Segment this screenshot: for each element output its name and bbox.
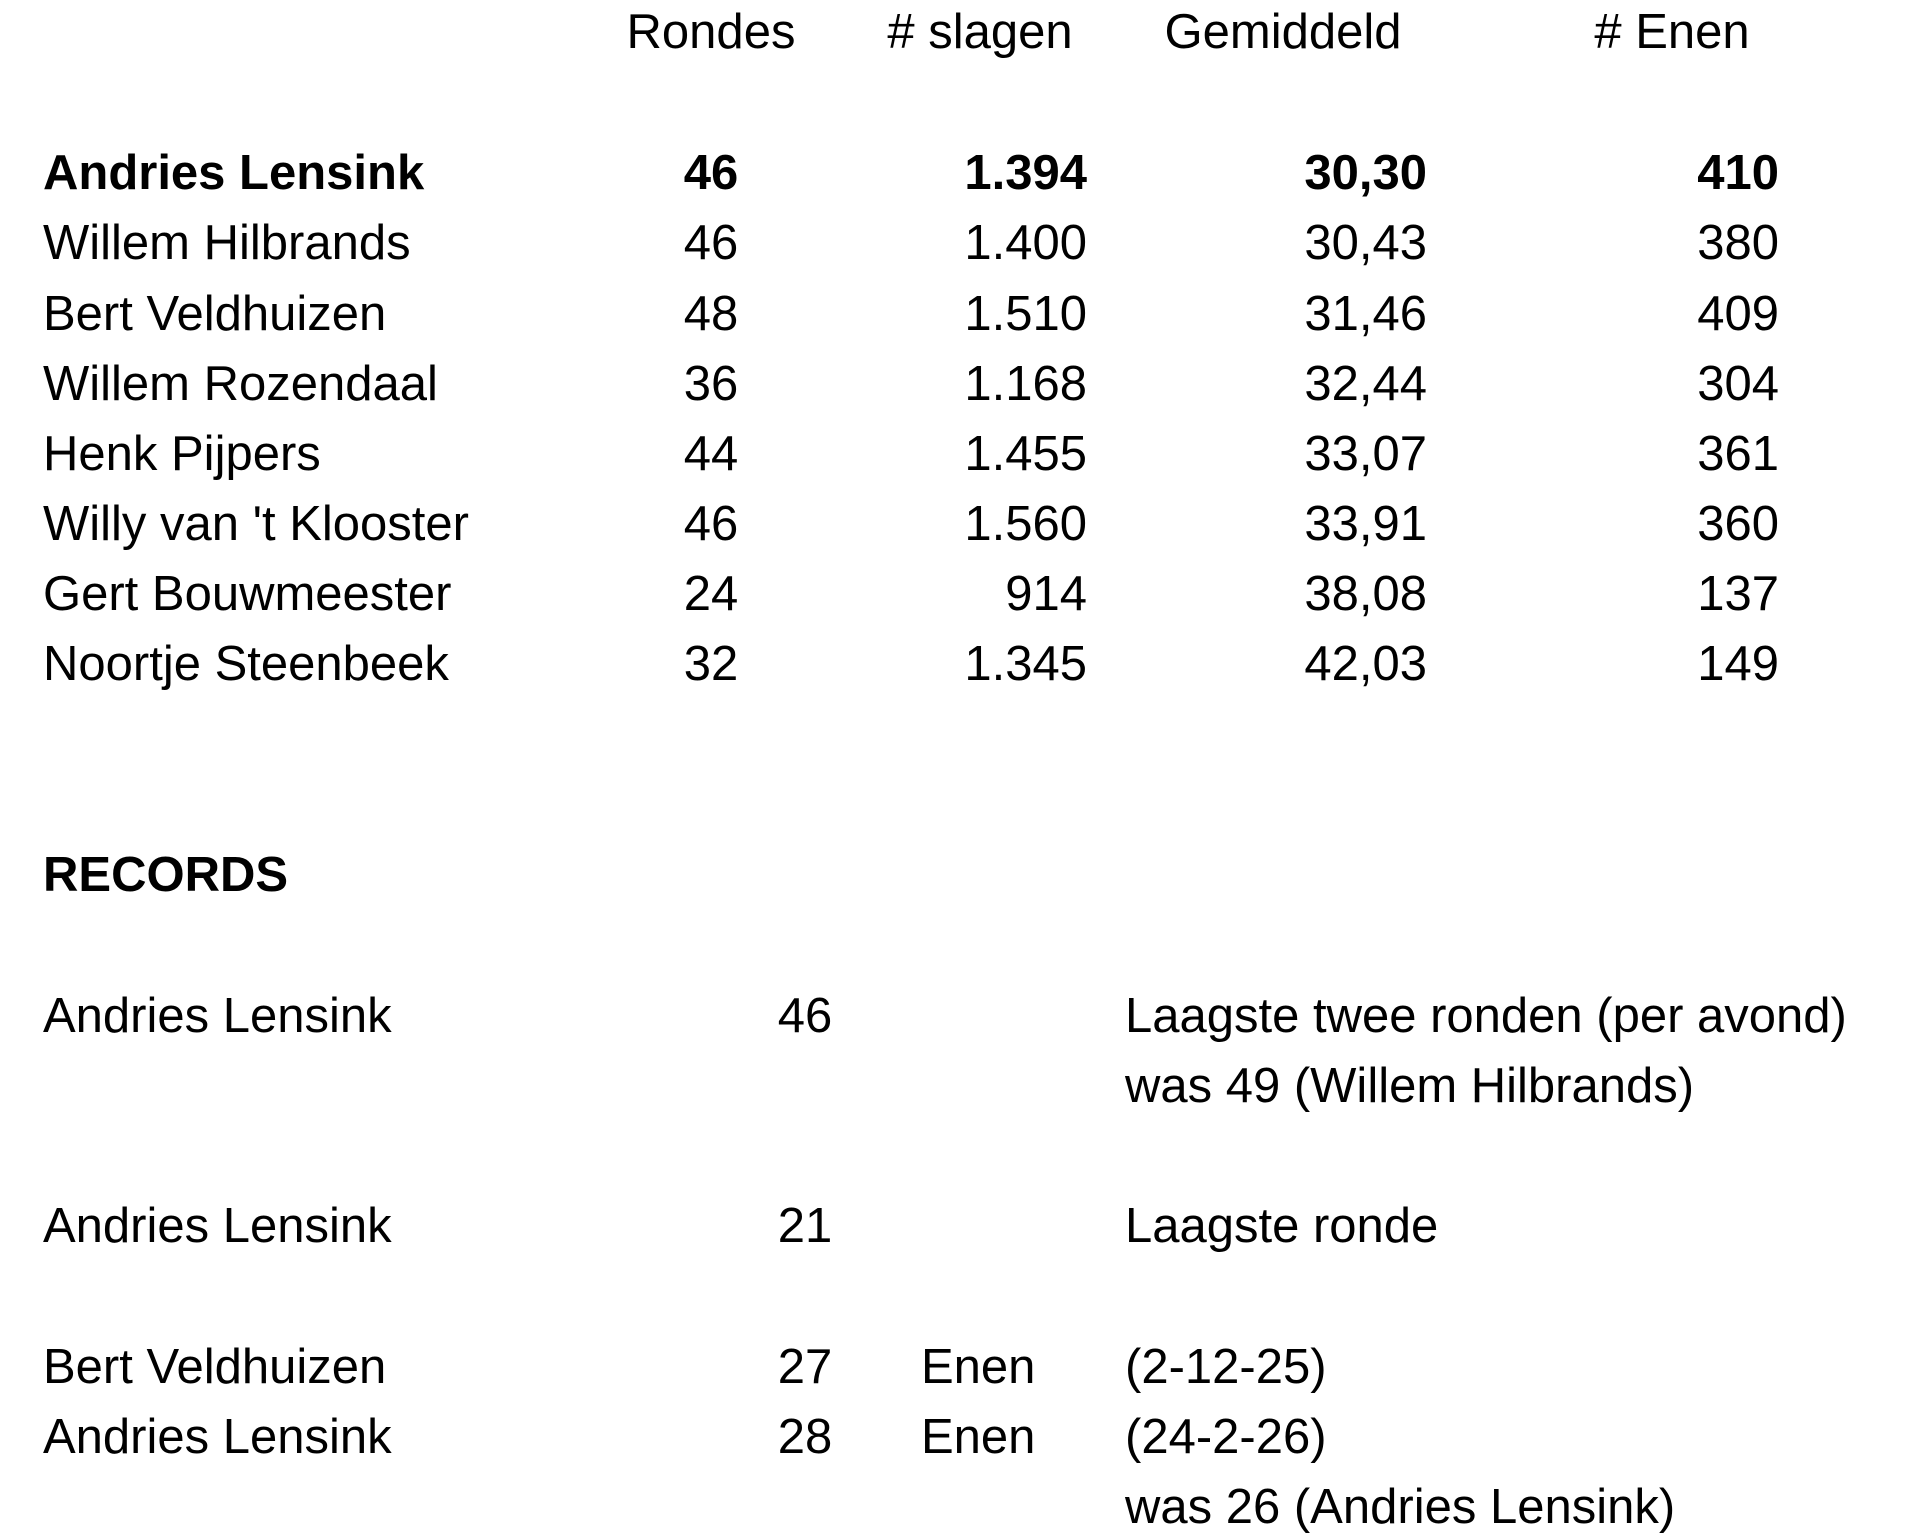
standings-name: Gert Bouwmeester <box>43 567 452 621</box>
standings-enen: 149 <box>1697 637 1779 691</box>
standings-enen: 361 <box>1697 427 1779 481</box>
standings-name: Andries Lensink <box>43 146 425 200</box>
record-name: Bert Veldhuizen <box>43 1340 387 1394</box>
standings-name: Willy van 't Klooster <box>43 497 469 551</box>
standings-enen: 360 <box>1697 497 1779 551</box>
record-description: Laagste twee ronden (per avond) <box>1125 989 1847 1043</box>
standings-gemiddeld: 33,91 <box>1304 497 1427 551</box>
records-title: RECORDS <box>43 848 289 902</box>
standings-slagen: 1.510 <box>964 287 1087 341</box>
standings-slagen: 1.560 <box>964 497 1087 551</box>
standings-rondes: 24 <box>683 567 739 621</box>
standings-enen: 304 <box>1697 357 1779 411</box>
record-value: 27 <box>777 1340 833 1394</box>
standings-gemiddeld: 38,08 <box>1304 567 1427 621</box>
record-name: Andries Lensink <box>43 1199 392 1253</box>
standings-gemiddeld: 32,44 <box>1304 357 1427 411</box>
header-gemiddeld: Gemiddeld <box>1164 5 1402 59</box>
standings-rondes: 46 <box>683 146 739 200</box>
record-previous: was 49 (Willem Hilbrands) <box>1125 1059 1695 1113</box>
header-enen: # Enen <box>1594 5 1750 59</box>
record-name: Andries Lensink <box>43 1410 392 1464</box>
record-value: 46 <box>777 989 833 1043</box>
header-rondes: Rondes <box>626 5 796 59</box>
standings-rondes: 48 <box>683 287 739 341</box>
standings-name: Noortje Steenbeek <box>43 637 449 691</box>
record-type: Enen <box>921 1410 1036 1464</box>
standings-gemiddeld: 31,46 <box>1304 287 1427 341</box>
standings-enen: 137 <box>1697 567 1779 621</box>
standings-name: Willem Hilbrands <box>43 216 411 270</box>
record-description: (24-2-26) <box>1125 1410 1327 1464</box>
record-value: 21 <box>777 1199 833 1253</box>
standings-enen: 410 <box>1697 146 1779 200</box>
record-type: Enen <box>921 1340 1036 1394</box>
record-description: (2-12-25) <box>1125 1340 1327 1394</box>
standings-gemiddeld: 33,07 <box>1304 427 1427 481</box>
record-description: Laagste ronde <box>1125 1199 1439 1253</box>
record-value: 28 <box>777 1410 833 1464</box>
standings-rondes: 44 <box>683 427 739 481</box>
standings-enen: 409 <box>1697 287 1779 341</box>
standings-gemiddeld: 42,03 <box>1304 637 1427 691</box>
standings-rondes: 32 <box>683 637 739 691</box>
standings-gemiddeld: 30,43 <box>1304 216 1427 270</box>
header-slagen: # slagen <box>887 5 1073 59</box>
standings-slagen: 1.394 <box>964 146 1087 200</box>
standings-slagen: 1.345 <box>964 637 1087 691</box>
standings-name: Henk Pijpers <box>43 427 321 481</box>
standings-slagen: 1.400 <box>964 216 1087 270</box>
standings-rondes: 36 <box>683 357 739 411</box>
standings-rondes: 46 <box>683 497 739 551</box>
standings-slagen: 1.168 <box>964 357 1087 411</box>
standings-gemiddeld: 30,30 <box>1304 146 1427 200</box>
standings-enen: 380 <box>1697 216 1779 270</box>
standings-slagen: 914 <box>1005 567 1087 621</box>
record-name: Andries Lensink <box>43 989 392 1043</box>
record-previous: was 26 (Andries Lensink) <box>1125 1480 1676 1534</box>
standings-slagen: 1.455 <box>964 427 1087 481</box>
standings-rondes: 46 <box>683 216 739 270</box>
standings-name: Willem Rozendaal <box>43 357 438 411</box>
standings-name: Bert Veldhuizen <box>43 287 387 341</box>
